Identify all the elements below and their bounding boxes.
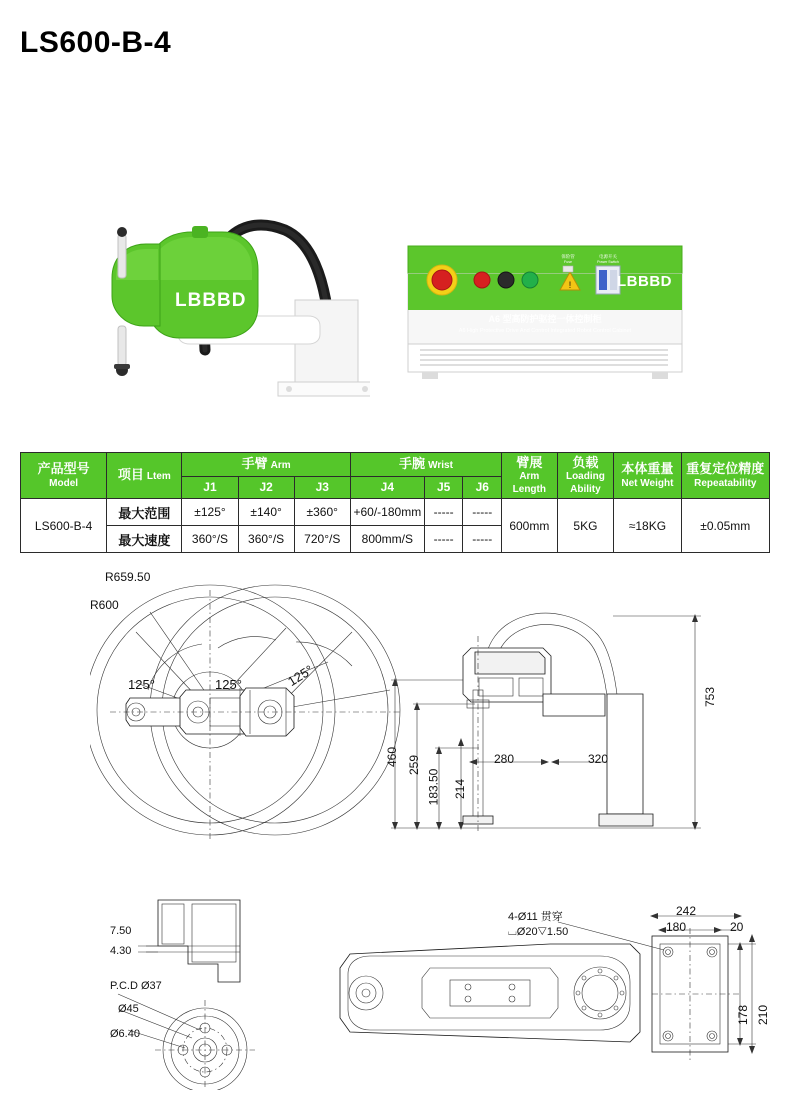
- header-arm-group: 手臂 Arm: [182, 453, 350, 477]
- header-j1: J1: [182, 477, 238, 499]
- cell-j2-range: ±140°: [238, 499, 294, 526]
- cell-j3-speed: 720°/S: [294, 526, 350, 553]
- svg-text:A6 型高防护驱控一体控制柜: A6 型高防护驱控一体控制柜: [488, 314, 602, 324]
- cell-j1-range: ±125°: [182, 499, 238, 526]
- cell-j5-range: -----: [424, 499, 463, 526]
- cell-j3-range: ±360°: [294, 499, 350, 526]
- technical-drawings: [0, 560, 790, 1117]
- header-j5: J5: [424, 477, 463, 499]
- header-loading: 负载 Loading Ability: [557, 453, 614, 499]
- cell-j6-range: -----: [463, 499, 502, 526]
- label-753: 753: [703, 686, 718, 708]
- scara-robot-image: [40, 120, 370, 420]
- label-7-50: 7.50: [110, 925, 132, 937]
- header-wrist-group: 手腕 Wrist: [350, 453, 501, 477]
- svg-text:Power Switch: Power Switch: [597, 260, 619, 264]
- header-net-weight: 本体重量 Net Weight: [614, 453, 681, 499]
- cell-net-weight: ≈18KG: [614, 499, 681, 553]
- header-j4: J4: [350, 477, 424, 499]
- table-body: [21, 499, 770, 553]
- label-4-30: 4.30: [110, 945, 132, 957]
- svg-text:保险管: 保险管: [561, 254, 575, 259]
- page-title: LS600-B-4: [20, 26, 172, 59]
- svg-text:Fuse: Fuse: [564, 260, 572, 264]
- label-20: 20: [730, 920, 744, 934]
- specification-table: [20, 452, 770, 553]
- header-j6: J6: [463, 477, 502, 499]
- cell-loading: 5KG: [557, 499, 614, 553]
- label-210: 210: [756, 1004, 771, 1026]
- header-j3: J3: [294, 477, 350, 499]
- side-view-drawing: [375, 590, 718, 880]
- cell-j5-speed: -----: [424, 526, 463, 553]
- label-6-40: Ø6.40: [110, 1028, 140, 1040]
- table-header: [21, 453, 770, 499]
- svg-text:A6 High Protective Drive And C: A6 High Protective Drive And Control Integrated Robot Control Cabinet: [458, 328, 632, 334]
- cell-model: LS600-B-4: [21, 499, 107, 553]
- cell-item-range: 最大范围: [107, 499, 182, 526]
- label-259: 259: [407, 754, 422, 776]
- label-hole-note-2: ⌴Ø20▽1.50: [508, 926, 569, 938]
- svg-text:LBBBD: LBBBD: [175, 290, 247, 311]
- cell-arm-length: 600mm: [502, 499, 557, 553]
- control-cabinet-image: [400, 240, 690, 400]
- label-r600: R600: [90, 598, 119, 612]
- label-214: 214: [453, 778, 468, 800]
- label-280: 280: [494, 752, 515, 766]
- label-angle-3: 125°: [285, 662, 316, 689]
- label-45: Ø45: [118, 1003, 139, 1015]
- label-183-50: 183.50: [426, 768, 441, 806]
- label-r659: R659.50: [105, 570, 151, 584]
- header-model: 产品型号 Model: [21, 453, 107, 499]
- table-row: [21, 499, 770, 526]
- svg-text:电源开关: 电源开关: [599, 254, 617, 259]
- label-angle-1: 125°: [128, 677, 155, 692]
- cell-j4-speed: 800mm/S: [350, 526, 424, 553]
- label-178: 178: [736, 1004, 751, 1026]
- label-angle-2: 125°: [215, 677, 242, 692]
- header-j2: J2: [238, 477, 294, 499]
- label-hole-note-1: 4-Ø11 贯穿: [508, 911, 563, 923]
- label-242: 242: [676, 904, 697, 918]
- product-photo-area: [0, 110, 790, 430]
- header-repeatability: 重复定位精度 Repeatability: [681, 453, 769, 499]
- label-180: 180: [666, 920, 687, 934]
- label-460: 460: [385, 746, 400, 768]
- svg-text:LBBBD: LBBBD: [617, 273, 672, 290]
- label-320: 320: [588, 752, 609, 766]
- cell-j6-speed: -----: [463, 526, 502, 553]
- cell-repeatability: ±0.05mm: [681, 499, 769, 553]
- cell-j4-range: +60/-180mm: [350, 499, 424, 526]
- header-arm-length: 臂展 Arm Length: [502, 453, 557, 499]
- cell-item-speed: 最大速度: [107, 526, 182, 553]
- header-item: 项目 Ltem: [107, 453, 182, 499]
- svg-text:!: !: [568, 280, 572, 290]
- cell-j1-speed: 360°/S: [182, 526, 238, 553]
- label-pcd: P.C.D Ø37: [110, 980, 162, 992]
- cell-j2-speed: 360°/S: [238, 526, 294, 553]
